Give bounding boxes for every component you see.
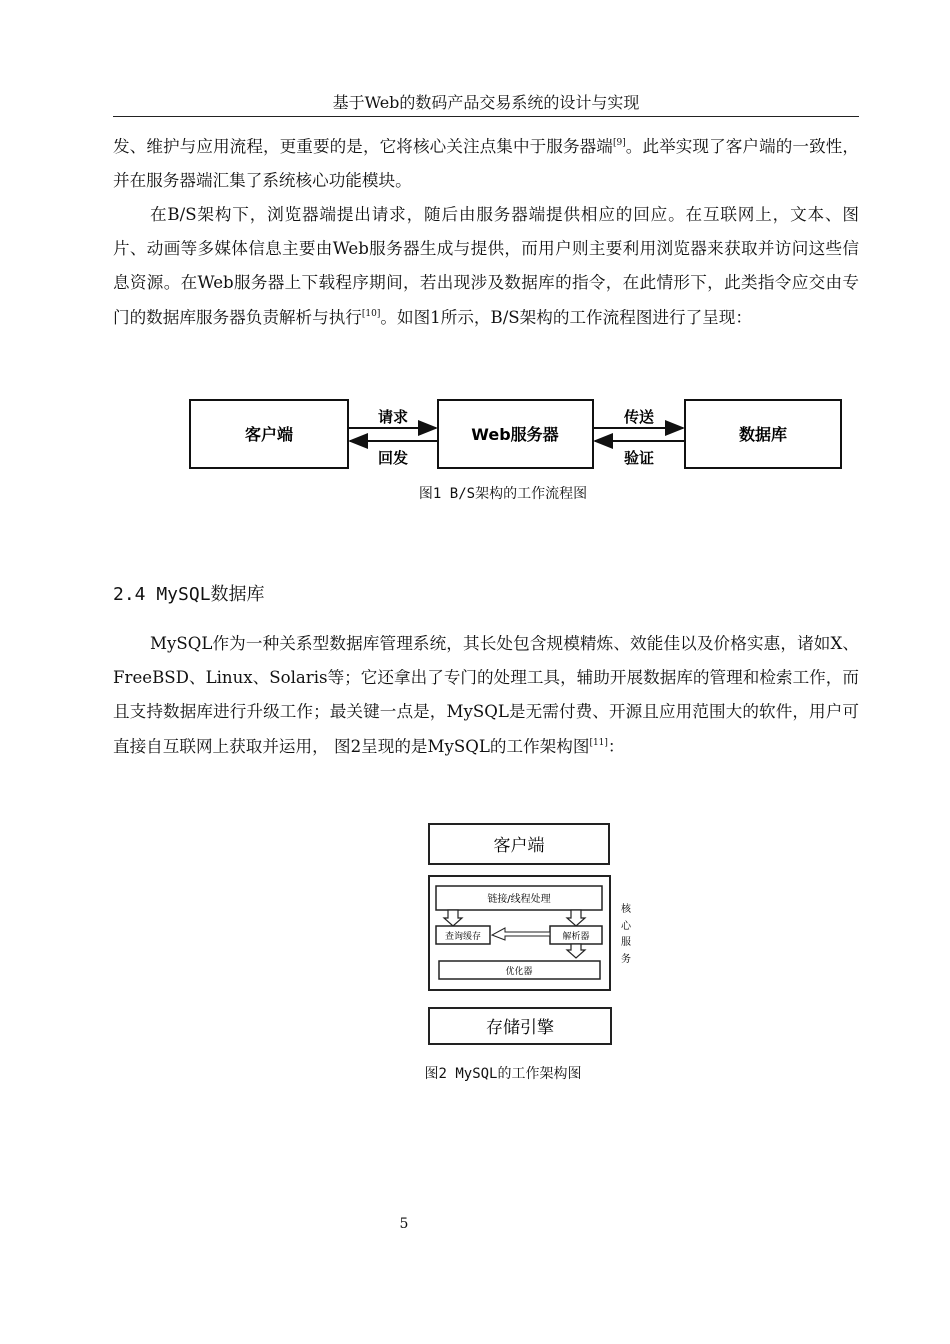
verify-label: 验证 (623, 449, 655, 467)
paragraph-3 (113, 627, 859, 764)
figure-2-caption: 图2 MySQL的工作架构图 (424, 1066, 582, 1082)
paragraph-2 (113, 198, 859, 335)
paragraph-1-text-b: 。此举实现了客户端的一致性，并在服务器端汇集了系统核心功能模块。 (113, 137, 860, 191)
reply-label: 回发 (377, 449, 409, 467)
parser-label: 解析器 (562, 932, 590, 942)
core-label-4: 务 (621, 954, 631, 965)
paragraph-1-text-a: 发、维护与应用流程，更重要的是，它将核心关注点集中于服务器端 (113, 137, 613, 156)
storage-engine-label: 存储引擎 (486, 1018, 554, 1038)
paragraph-2-text-b: 。如图1所示，B/S架构的工作流程图进行了呈现： (380, 307, 752, 327)
database-label: 数据库 (738, 425, 788, 444)
core-label-2: 心 (621, 921, 631, 932)
paragraph-3-text-a: MySQL作为一种关系型数据库管理系统，其长处包含规模精炼、效能佳以及价格实惠，诸如X、FreeBSD、Linux、Solaris等；它还拿出了专门的处理工具，辅助开展数据库的管理和检索工作，而且支持数据库进行升级工作；最关键一点是，MySQL是无需付费、开源且应用范围大的软件，用户可直接自互联网上获取并运用， 图2呈现的是MySQL的工作架构图 (113, 634, 859, 756)
query-cache-label: 查询缓存 (444, 932, 482, 942)
web-server-label: Web服务器 (471, 425, 559, 444)
figure-2-diagram (425, 820, 640, 1050)
figure-1-diagram (185, 395, 845, 475)
optimizer-label: 优化器 (505, 967, 533, 977)
paragraph-2-text-a: 在B/S架构下，浏览器端提出请求，随后由服务器端提供相应的回应。在互联网上，文本、图片、动画等多媒体信息主要由Web服务器生成与提供，而用户则主要利用浏览器来获取并访问这些信息资源。在Web服务器上下载程序期间，若出现涉及数据库的指令，在此情形下，此类指令应交由专门的数据库服务器负责解析与执行 (113, 205, 859, 327)
paragraph-3-text-b: ： (607, 736, 625, 756)
core-label-3: 服 (621, 937, 631, 948)
mysql-client-label: 客户端 (493, 836, 545, 856)
transmit-label: 传送 (623, 408, 655, 426)
connection-label: 链接/线程处理 (487, 894, 551, 905)
section-heading: 2.4 MySQL数据库 (113, 584, 265, 605)
core-label-1: 核 (621, 904, 631, 915)
request-label: 请求 (377, 408, 409, 426)
citation-11: [11] (589, 737, 608, 748)
figure-1-caption: 图1 B/S架构的工作流程图 (418, 486, 588, 502)
citation-9: [9] (612, 138, 626, 148)
header-rule (113, 116, 859, 117)
running-header: 基于Web的数码产品交易系统的设计与实现 (332, 93, 640, 112)
citation-10: [10] (361, 308, 381, 319)
page-number: 5 (399, 1216, 409, 1232)
paragraph-1 (113, 130, 859, 198)
client-label: 客户端 (244, 425, 294, 444)
